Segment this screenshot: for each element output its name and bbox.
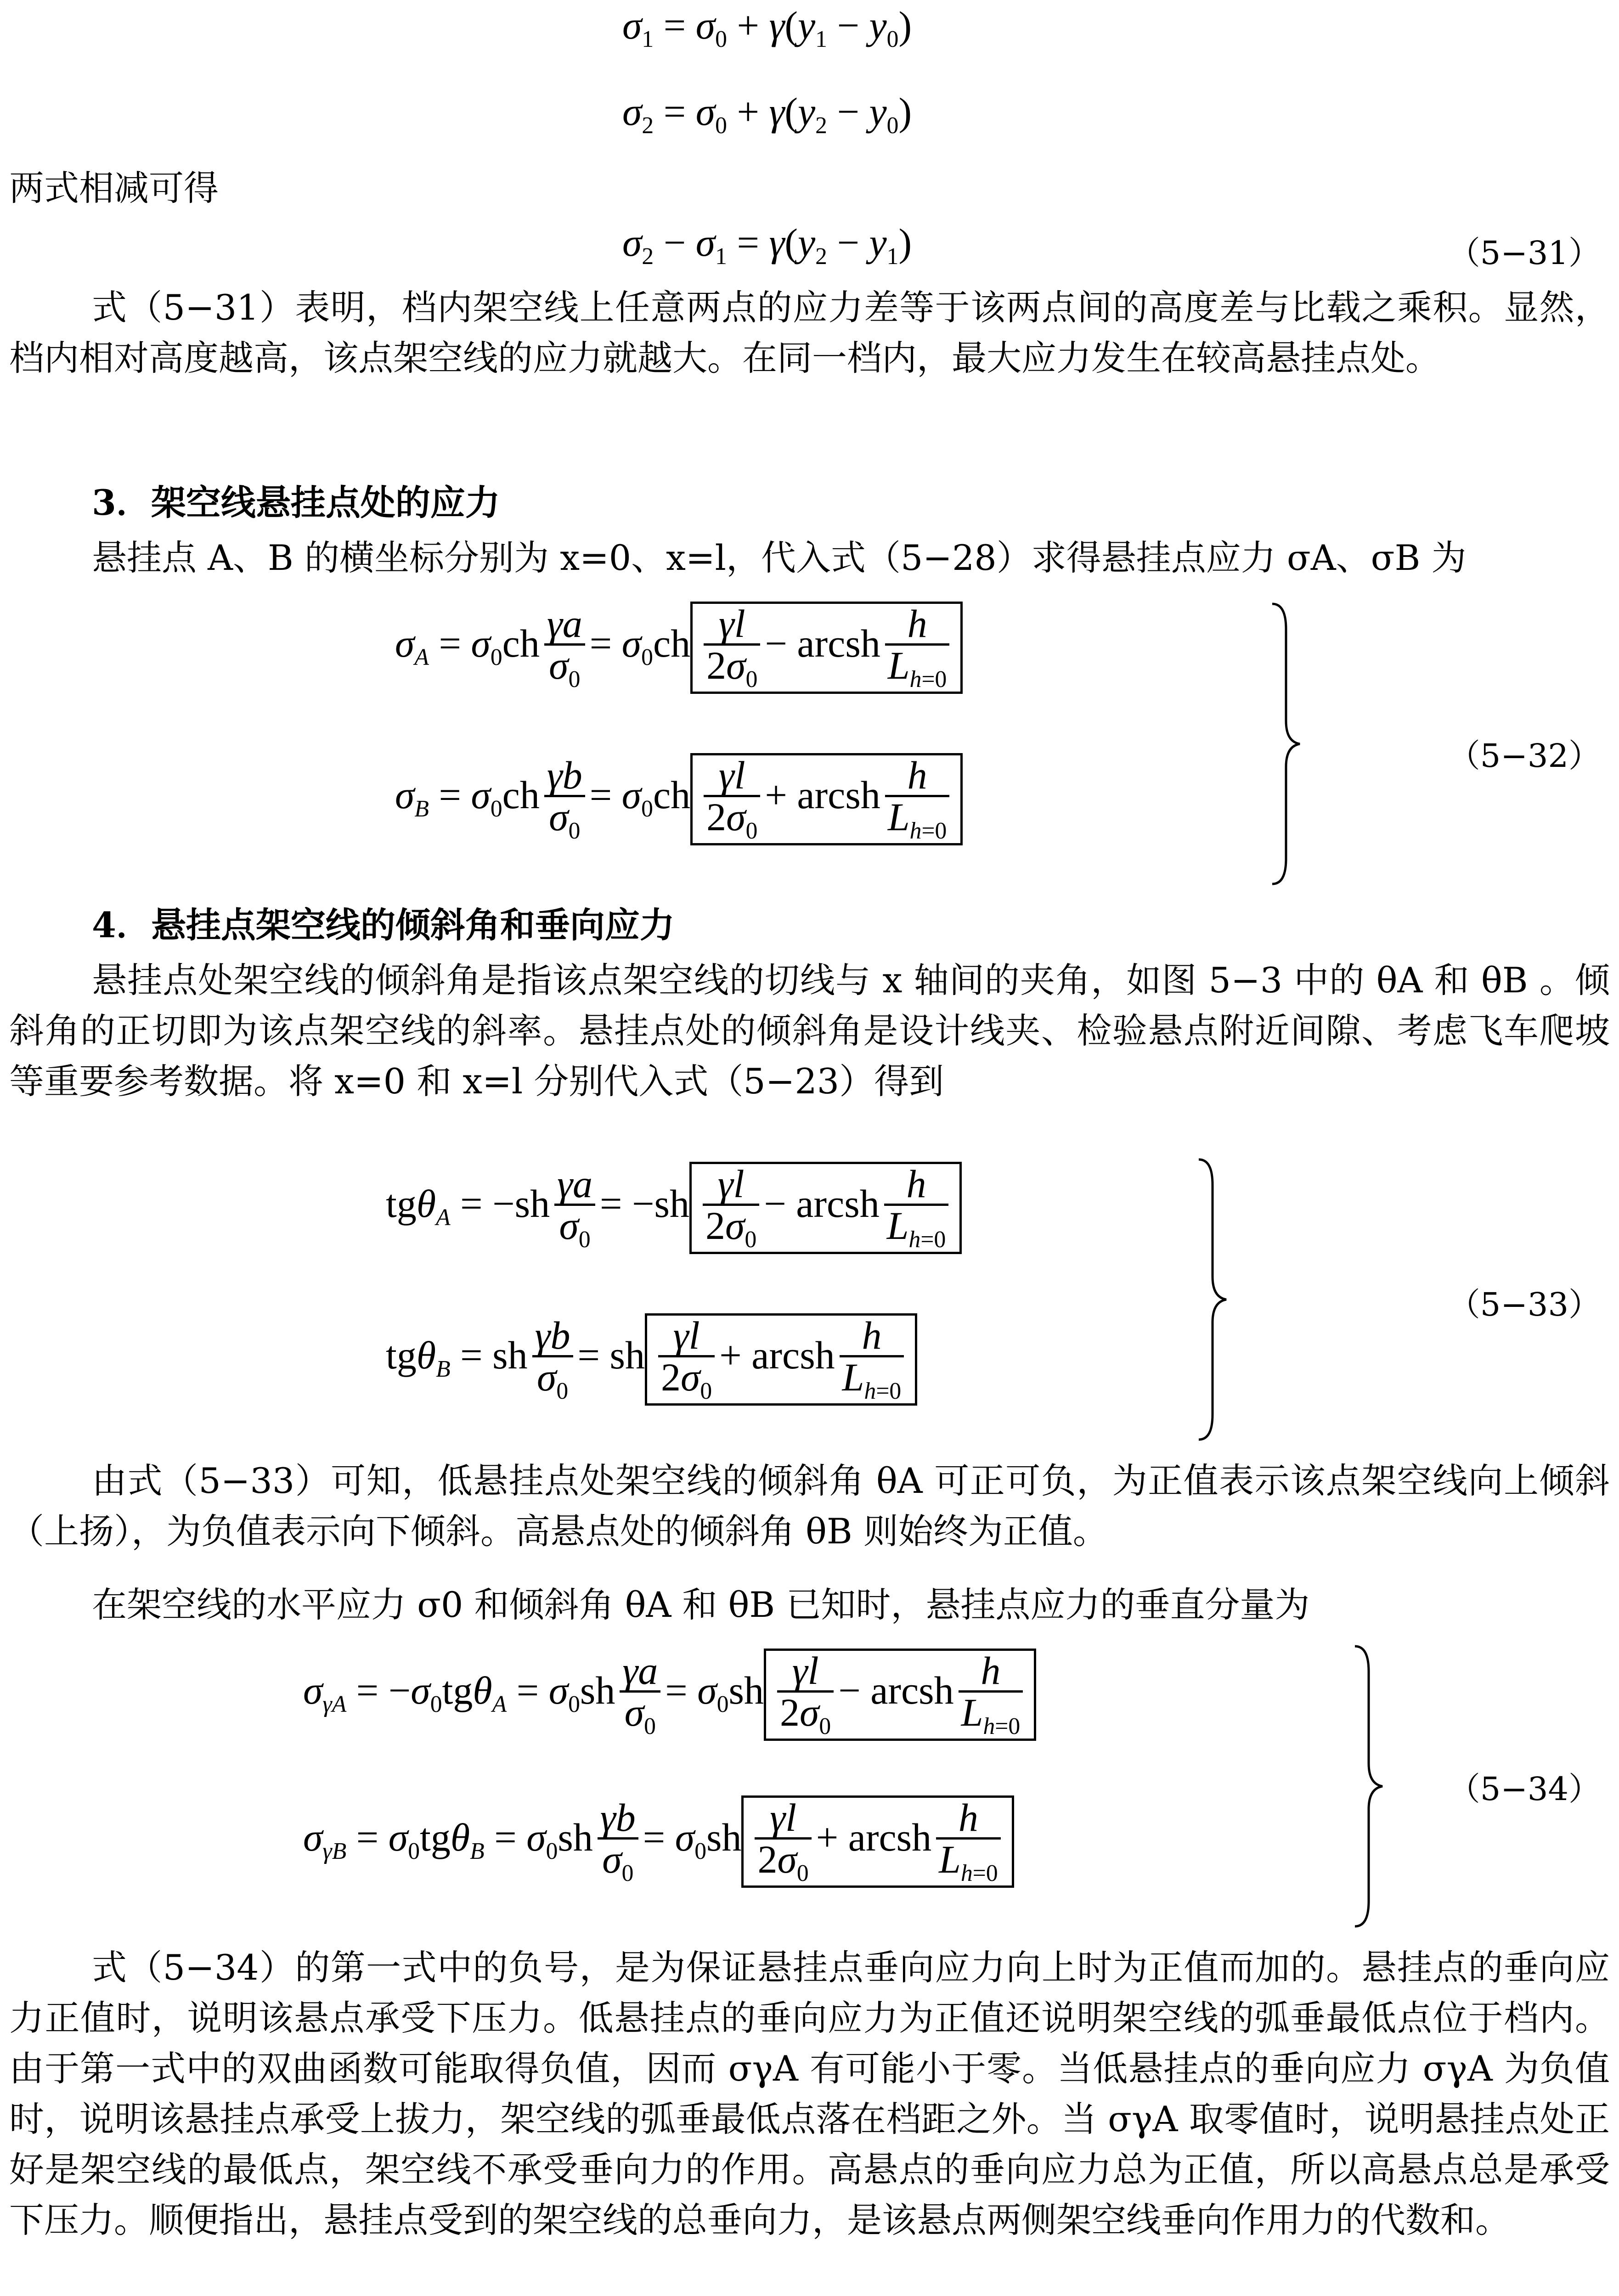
right-brace-5-33 xyxy=(1194,1157,1231,1442)
paragraph-subtract: 两式相减可得 xyxy=(9,168,219,208)
equation-number-5-33: （5−33） xyxy=(1448,1286,1601,1323)
paragraph-hang-points: 悬挂点 A、B 的横坐标分别为 x=0、x=l，代入式（5−28）求得悬挂点应力 σA、σB 为 xyxy=(92,537,1467,578)
paragraph-vertical-component: 在架空线的水平应力 σ0 和倾斜角 θA 和 θB 已知时，悬挂点应力的垂直分量为 xyxy=(92,1584,1310,1625)
equation-number-5-31: （5−31） xyxy=(1448,234,1601,272)
equation-difference: $\sigma_2 - \sigma_1 = \gamma(y_2 - y_1)$ xyxy=(622,220,912,270)
equation-sigma1: $\sigma_1 = \sigma_0 + \gamma(y_1 - y_0)$ xyxy=(622,3,912,53)
paragraph-inclination: 悬挂点处架空线的倾斜角是指该点架空线的切线与 x 轴间的夹角，如图 5−3 中的 θA 和 θB 。倾斜角的正切即为该点架空线的斜率。悬挂点处的倾斜角是设计线夹、检验悬点附近间隙、考虑飞车爬坡等重要参考数据。将 x=0 和 x=l 分别代入式（5−23）得到 xyxy=(9,960,1610,1102)
paragraph-5-31-explanation: 式（5−31）表明，档内架空线上任意两点的应力差等于该两点间的高度差与比载之乘积。显然，档内相对高度越高，该点架空线的应力就越大。在同一档内，最大应力发生在较高悬挂点处。 xyxy=(9,287,1610,378)
equation-sigma2: $\sigma_2 = \sigma_0 + \gamma(y_2 - y_0)$ xyxy=(622,90,912,139)
heading-section-4: 4．悬挂点架空线的倾斜角和垂向应力 xyxy=(92,905,675,945)
equation-sigma-B: $\sigma_B = \sigma_0ch$ $\frac{\gamma b}{\sigma_0}$ = $\sigma_0ch$ $\frac{\gamma l}{2\sigma_0}$ + arcsh $\frac{h}{L_{h=0}}$ xyxy=(395,753,963,845)
equation-sigma-gamma-B: $\sigma_{\gamma B} = \sigma_0tg\theta_B = \sigma_0sh$ $\frac{\gamma b}{\sigma_0}$ = $\sigma_0sh$ $\frac{\gamma l}{2\sigma_0}$ + arcsh $\frac{h}{L_{h=0}}$ xyxy=(303,1795,1014,1888)
equation-number-5-34: （5−34） xyxy=(1448,1770,1601,1808)
right-brace-5-34 xyxy=(1350,1644,1387,1929)
equation-number-5-32: （5−32） xyxy=(1448,737,1601,775)
equation-sigma-gamma-A: $\sigma_{\gamma A} = -\sigma_0tg\theta_A = \sigma_0sh$ $\frac{\gamma a}{\sigma_0}$ = $\sigma_0sh$ $\frac{\gamma l}{2\sigma_0}$ − arcsh $\frac{h}{L_{h=0}}$ xyxy=(303,1649,1036,1741)
right-brace-5-32 xyxy=(1268,602,1304,886)
paragraph-5-33-explanation: 由式（5−33）可知，低悬挂点处架空线的倾斜角 θA 可正可负，为正值表示该点架空线向上倾斜（上扬），为负值表示向下倾斜。高悬点处的倾斜角 θB 则始终为正值。 xyxy=(9,1460,1610,1552)
equation-sigma-A: $\sigma_A = \sigma_0ch$ $\frac{\gamma a}{\sigma_0}$ = $\sigma_0ch$ $\frac{\gamma l}{2\sigma_0}$ − arcsh $\frac{h}{L_{h=0}}$ xyxy=(395,602,963,694)
equation-tan-theta-B: tgθ$_B$ = sh $\frac{\gamma b}{\sigma_0}$ = sh $\frac{\gamma l}{2\sigma_0}$ + arcsh $\frac{h}{L_{h=0}}$ xyxy=(386,1313,917,1406)
paragraph-5-34-explanation: 式（5−34）的第一式中的负号，是为保证悬挂点垂向应力向上时为正值而加的。悬挂点的垂向应力正值时，说明该悬点承受下压力。低悬挂点的垂向应力为正值还说明架空线的弧垂最低点位于档内。由于第一式中的双曲函数可能取得负值，因而 σγA 有可能小于零。当低悬挂点的垂向应力 σγA 为负值时，说明该悬挂点承受上拔力，架空线的弧垂最低点落在档距之外。当 σγA 取零值时，说明悬挂点处正好是架空线的最低点，架空线不承受垂向力的作用。高悬点的垂向应力总为正值，所以高悬点总是承受下压力。顺便指出，悬挂点受到的架空线的总垂向力，是该悬点两侧架空线垂向作用力的代数和。 xyxy=(9,1947,1610,2240)
equation-tan-theta-A: tgθ$_A$ = −sh $\frac{\gamma a}{\sigma_0}$ = −sh $\frac{\gamma l}{2\sigma_0}$ − arcsh $\frac{h}{L_{h=0}}$ xyxy=(386,1162,962,1254)
heading-section-3: 3．架空线悬挂点处的应力 xyxy=(92,482,500,523)
